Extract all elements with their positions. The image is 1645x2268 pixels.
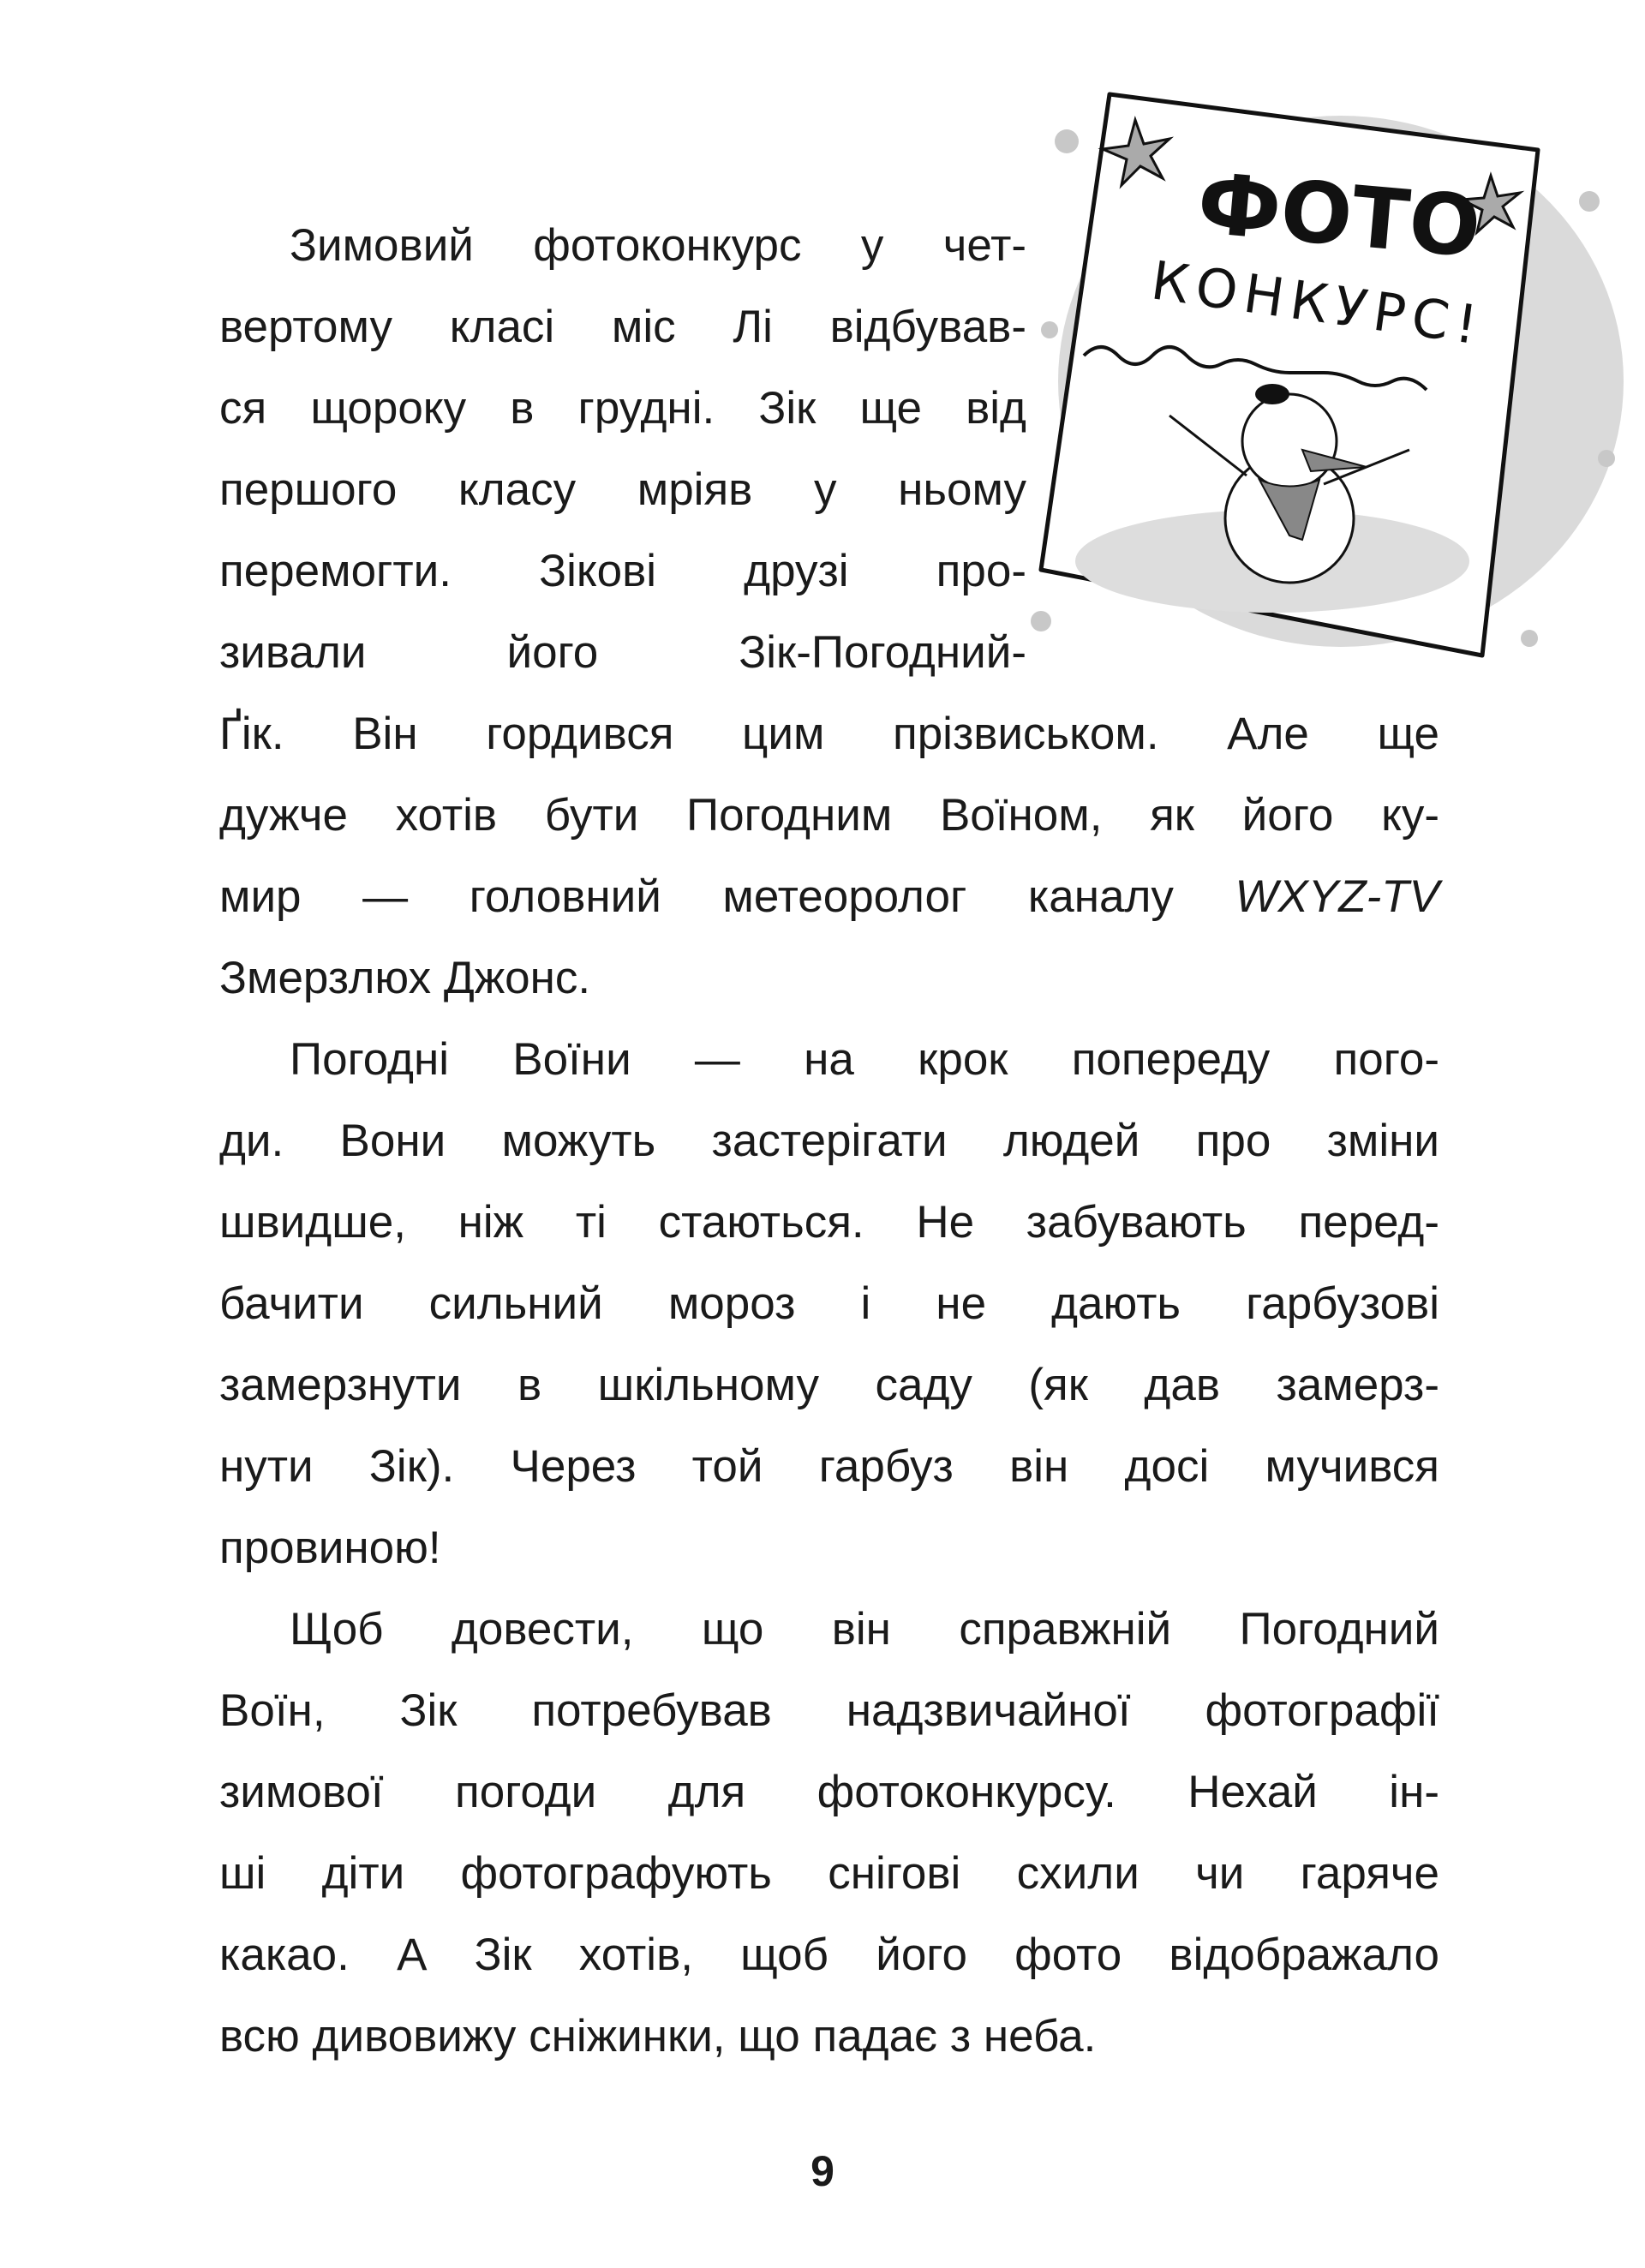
text-line: нути Зік). Через той гарбуз він досі мучився [219,1441,1439,1492]
poster-subtitle: КОНКУРС! [1147,248,1488,358]
text-line: какао. А Зік хотів, щоб його фото відображало [219,1930,1439,1980]
text-line: Погодні Воїни — на крок попереду пого- [290,1034,1439,1085]
text-line [219,871,1439,923]
text-line: Ґік. Він гордився цим прізвиськом. Але ще [219,709,1439,759]
text-line: Змерзлюх Джонс. [219,953,591,1003]
text-line: Воїн, Зік потребував надзвичайної фотографії [219,1685,1439,1736]
text-line: дужче хотів бути Погодним Воїном, як його ку- [219,790,1439,841]
text-line: перемогти. Зікові друзі про- [219,546,1026,596]
poster-title: ФОТО [1193,154,1485,278]
text-line: ші діти фотографують снігові схили чи гаряче [219,1848,1439,1899]
text-line: провиною! [219,1523,441,1573]
photo-contest-poster-illustration [1015,73,1632,673]
text-line: бачити сильний мороз і не дають гарбузові [219,1278,1439,1329]
text-line: зивали його Зік-Погодний- [219,627,1026,678]
text-line: всю дивовижу сніжинки, що падає з неба. [219,2011,1097,2062]
text-line: вертому класі міс Лі відбував- [219,302,1026,352]
text-line: Зимовий фотоконкурс у чет- [290,220,1026,271]
channel-name: WXYZ-TV [1235,871,1439,922]
text-line: ди. Вони можуть застерігати людей про зміни [219,1116,1439,1166]
text-fragment: мир — головний метеоролог каналу [219,871,1235,922]
text-line: Щоб довести, що він справжній Погодний [290,1604,1439,1655]
text-line: замерзнути в шкільному саду (як дав замерз- [219,1360,1439,1410]
text-line: зимової погоди для фотоконкурсу. Нехай ін- [219,1767,1439,1817]
text-line: ся щороку в грудні. Зік ще від [219,383,1026,434]
text-line: першого класу мріяв у ньому [219,464,1026,515]
text-line: швидше, ніж ті стаються. Не забувають перед- [219,1197,1439,1248]
page-number: 9 [811,2147,834,2195]
